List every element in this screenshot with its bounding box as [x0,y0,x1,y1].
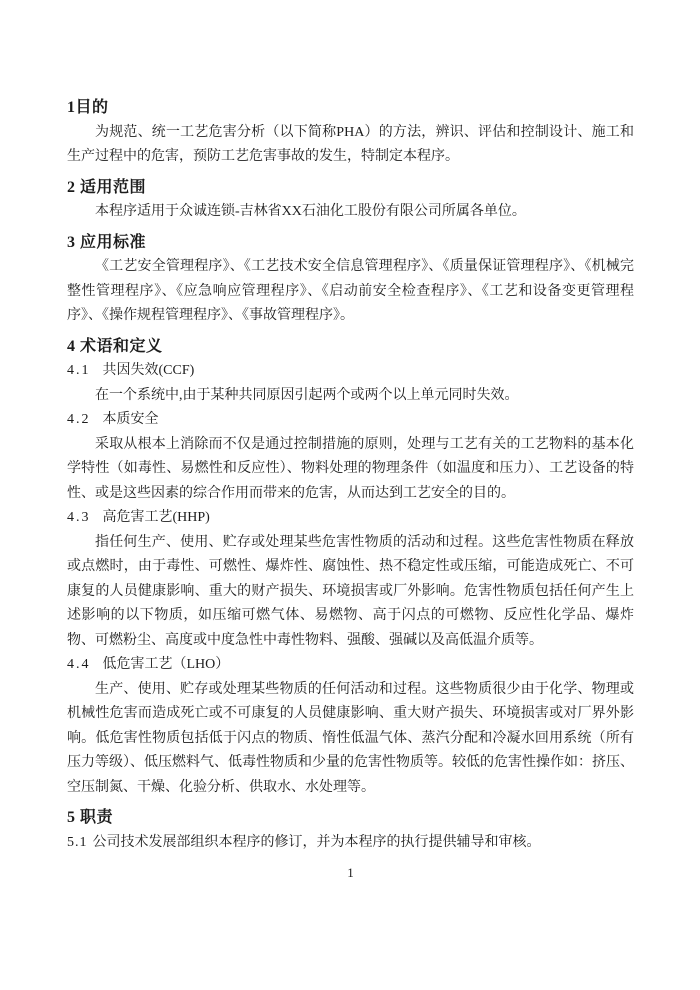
term-title: 低危害工艺（LHO） [102,657,230,672]
section-heading-purpose: 1目的 [67,99,109,116]
term-number: 4.1 [67,363,91,378]
term-number: 4.2 [67,412,91,427]
paragraph-scope: 本程序适用于众诚连锁-吉林省XX石油化工股份有限公司所属各单位。 [95,204,526,219]
term-heading-inherent-safety [67,408,634,433]
clause-text: 公司技术发展部组织本程序的修订，并为本程序的执行提供辅导和审核。 [92,834,541,850]
term-number: 4.3 [67,510,91,525]
section-heading-standards: 3 应用标准 [67,233,147,251]
paragraph-standards: 《工艺安全管理程序》、《工艺技术安全信息管理程序》、《质量保证管理程序》、《机械完整性管理程序》、《应急响应管理程序》、《启动前安全检查程序》、《工艺和设备变更管理程序》、《操作规程管理程序》、《事故管理程序》。 [67,259,634,323]
term-body-lho: 生产、使用、贮存或处理某些物质的任何活动和过程。这些物质很少由于化学、物理或机械性危害而造成死亡或不可康复的人员健康影响、重大财产损失、环境损害或对厂界外影响。低危害性物质包括低于闪点的物质、惰性低温气体、蒸汽分配和冷凝水回用系统（所有压力等级）、低压燃料气、低毒性物质和少量的危害性物质等。较低的危害性操作如：挤压、空压制氮、干燥、化验分析、供取水、水处理等。 [67,681,634,795]
term-heading-hhp [67,506,634,531]
section-heading-terms: 4 术语和定义 [67,337,163,355]
term-body-inherent-safety: 采取从根本上消除而不仅是通过控制措施的原则，处理与工艺有关的工艺物料的基本化学特性（如毒性、易燃性和反应性）、物料处理的物理条件（如温度和压力）、工艺设备的特性、或是这些因素的综合作用而带来的危害，从而达到工艺安全的目的。 [67,436,634,501]
term-title: 共因失效(CCF) [102,363,195,378]
term-body-hhp: 指任何生产、使用、贮存或处理某些危害性物质的活动和过程。这些危害性物质在释放或点燃时，由于毒性、可燃性、爆炸性、腐蚀性、热不稳定性或压缩，可能造成死亡、不可康复的人员健康影响、重大的财产损失、环境损害或厂外影响。危害性物质包括任何产生上述影响的以下物质，如压缩可燃气体、易燃物、高于闪点的可燃物、反应性化学品、爆炸物、可燃粉尘、高度或中度急性中毒性物料、强酸、强碱以及高低温介质等。 [67,534,634,648]
page-number: 1 [347,865,354,880]
term-title: 高危害工艺(HHP) [102,510,210,525]
term-heading-lho [67,653,634,678]
paragraph-purpose: 为规范、统一工艺危害分析（以下简称PHA）的方法，辨识、评估和控制设计、施工和生产过程中的危害，预防工艺危害事故的发生，特制定本程序。 [67,124,634,164]
section-heading-responsibilities: 5 职责 [67,809,114,826]
term-number: 4.4 [67,657,91,672]
clause-number: 5.1 [67,834,88,850]
term-body-ccf: 在一个系统中,由于某种共同原因引起两个或两个以上单元同时失效。 [95,387,519,403]
term-heading-ccf [67,359,634,384]
term-title: 本质安全 [102,412,159,427]
clause-5-1 [67,831,634,856]
section-heading-scope: 2 适用范围 [67,178,147,196]
